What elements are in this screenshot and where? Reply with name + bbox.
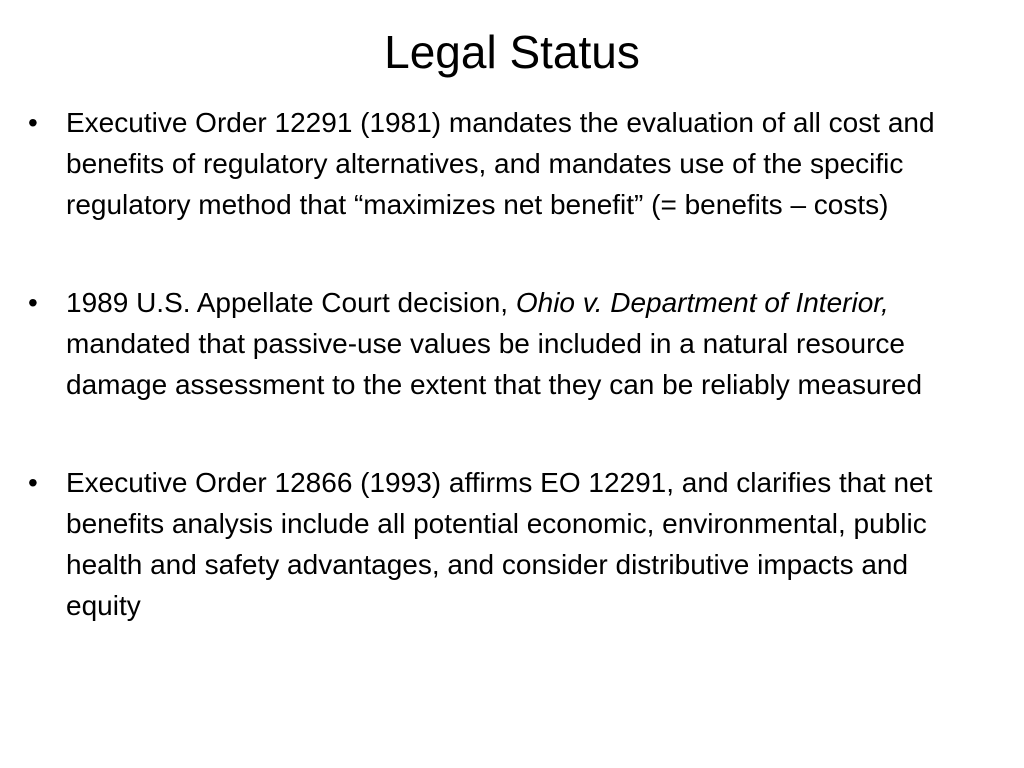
- bullet-text: Executive Order 12291 (1981) mandates the evaluation of all cost and benefits of regulatory alternatives, and mandates use of the specific regulatory method that “maximizes net benefit” (= benefits – costs): [66, 107, 935, 220]
- bullet-text-prefix: 1989 U.S. Appellate Court decision,: [66, 287, 516, 318]
- slide-title: Legal Status: [384, 26, 640, 78]
- bullet-list: [28, 102, 978, 683]
- bullet-dot-icon: •: [28, 287, 38, 318]
- bullet-dot-icon: •: [28, 107, 38, 138]
- bullet-dot-icon: •: [28, 467, 38, 498]
- bullet-item-executive-order-12291: [28, 102, 978, 225]
- bullet-text: [66, 282, 978, 405]
- case-name: Ohio v. Department of Interior,: [515, 287, 889, 318]
- bullet-item-ohio-court-decision: [28, 282, 978, 405]
- bullet-item-executive-order-12866: [28, 462, 978, 626]
- bullet-text: Executive Order 12866 (1993) affirms EO 12291, and clarifies that net benefits analysis include all potential economic, environmental, public health and safety advantages, and consider distributive impacts and equity: [66, 467, 933, 621]
- bullet-text-suffix: mandated that passive-use values be included in a natural resource damage assessment to the extent that they can be reliably measured: [66, 328, 923, 400]
